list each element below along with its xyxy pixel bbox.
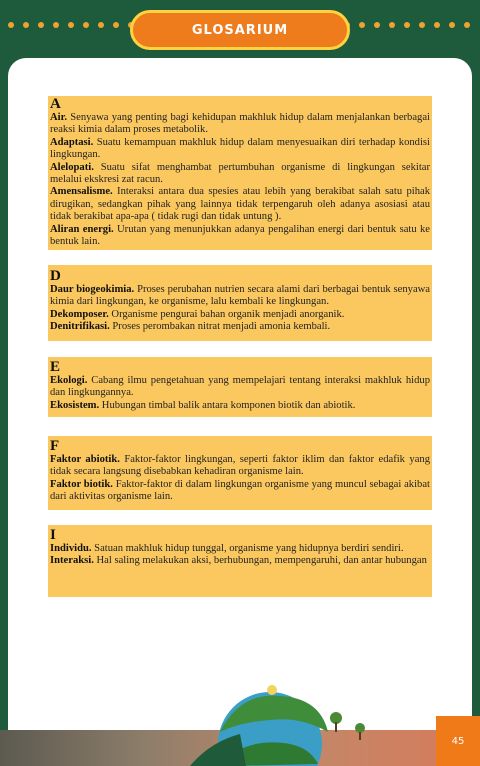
glossary-entry bbox=[50, 284, 430, 309]
entry-term: Interaksi. bbox=[50, 555, 94, 567]
glossary-entry bbox=[50, 309, 430, 321]
glossary-entry bbox=[50, 479, 430, 504]
entry-term: Faktor abiotik. bbox=[50, 454, 120, 465]
entry-definition: Senyawa yang penting bagi kehidupan makhluk hidup dalam menjalankan berbagai reaksi kimia dalam proses metabolik. bbox=[50, 112, 430, 136]
glossary-entry bbox=[50, 224, 430, 249]
glossary-section-d bbox=[48, 265, 432, 341]
section-letter: E bbox=[50, 359, 61, 375]
page-number: 45 bbox=[436, 716, 480, 766]
glossary-entry bbox=[50, 400, 430, 412]
entry-term: Air. bbox=[50, 112, 67, 123]
entry-definition: Proses perubahan nutrien secara alami dari berbagai bentuk senyawa kimia dari lingkungan, ke organisme, lalu kembali ke lingkungan. bbox=[50, 284, 431, 308]
entry-definition: Urutan yang menunjukkan adanya pengalihan energi dari bentuk satu ke bentuk lain. bbox=[50, 223, 430, 248]
glossary-entry bbox=[50, 454, 430, 479]
entry-definition: Interaksi antara dua spesies atau lebih yang berakibat salah satu pihak dirugikan, sedangkan pihak yang lainnya tidak terpengaruh oleh adanya asosiasi atau tidak berakibat apa-apa ( tidak rugi dan tidak untung ). bbox=[50, 186, 430, 223]
section-letter: F bbox=[50, 438, 60, 454]
entry-term: Amensalisme. bbox=[50, 186, 113, 198]
entry-term: Ekologi. bbox=[50, 375, 88, 386]
glossary-entry bbox=[50, 543, 430, 555]
entry-term: Aliran energi. bbox=[50, 223, 114, 235]
glossary-entry bbox=[50, 555, 430, 567]
glossary-entry bbox=[50, 162, 430, 187]
entry-definition: Faktor-faktor di dalam lingkungan organisme yang muncul sebagai akibat dari aktivitas organisme lain. bbox=[50, 478, 430, 503]
glossary-section-e bbox=[48, 357, 432, 417]
entry-definition: Suatu sifat menghambat pertumbuhan organisme di lingkungan sekitar melalui ekskresi zat racun. bbox=[50, 161, 430, 186]
glossary-entry bbox=[50, 112, 430, 137]
glossary-entry bbox=[50, 375, 430, 400]
entry-term: Denitrifikasi. bbox=[50, 321, 110, 333]
entry-definition: Faktor-faktor lingkungan, seperti faktor iklim dan faktor edafik yang tidak secara langsung disebabkan kehadiran organisme lain. bbox=[50, 454, 430, 478]
entry-definition: Cabang ilmu pengetahuan yang mempelajari tentang interaksi makhluk hidup dan lingkungannya. bbox=[50, 375, 430, 399]
section-letter: D bbox=[50, 268, 61, 284]
glossary-entry bbox=[50, 137, 430, 162]
entry-definition: Hal saling melakukan aksi, berhubungan, mempengaruhi, dan antar hubungan bbox=[93, 555, 427, 567]
glossary-entry bbox=[50, 186, 430, 223]
entry-definition: Hubungan timbal balik antara komponen biotik dan abiotik. bbox=[99, 399, 356, 411]
entry-term: Daur biogeokimia. bbox=[50, 284, 135, 295]
glossary-section-f bbox=[48, 436, 432, 510]
entry-term: Ekosistem. bbox=[50, 399, 100, 411]
entry-definition: Satuan makhluk hidup tunggal, organisme yang hidupnya berdiri sendiri. bbox=[91, 543, 404, 554]
entry-term: Individu. bbox=[50, 543, 92, 554]
entry-definition: Organisme pengurai bahan organik menjadi anorganik. bbox=[108, 308, 345, 320]
section-letter: A bbox=[50, 96, 61, 112]
entry-term: Faktor biotik. bbox=[50, 478, 113, 490]
glossary-section-a bbox=[48, 96, 432, 250]
section-letter: I bbox=[50, 527, 56, 543]
earth-illustration-icon bbox=[160, 672, 380, 766]
entry-term: Dekomposer. bbox=[50, 308, 109, 320]
entry-term: Alelopati. bbox=[50, 161, 94, 173]
entry-definition: Proses perombakan nitrat menjadi amonia kembali. bbox=[109, 321, 331, 333]
glossary-section-i bbox=[48, 525, 432, 597]
entry-definition: Suatu kemampuan makhluk hidup dalam menyesuaikan diri terhadap kondisi lingkungan. bbox=[50, 136, 430, 161]
glossary-entry bbox=[50, 321, 430, 333]
header-dots-right bbox=[344, 22, 470, 34]
entry-term: Adaptasi. bbox=[50, 136, 94, 148]
page-title: GLOSARIUM bbox=[130, 10, 350, 50]
